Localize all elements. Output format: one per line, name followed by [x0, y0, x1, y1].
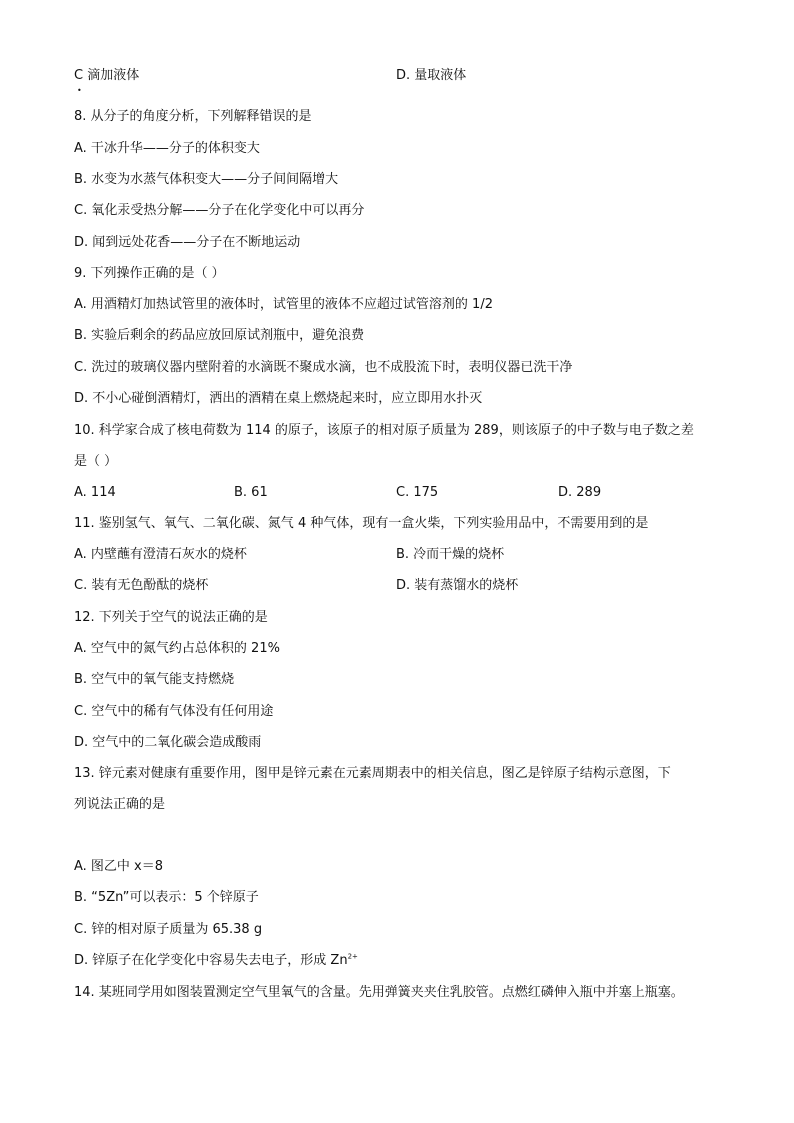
q11-option-d: D. 装有蒸馏水的烧杯: [396, 578, 519, 593]
q11-stem: 11. 鉴别氢气、氧气、二氧化碳、氮气 4 种气体，现有一盒火柴，下列实验用品中，不需要用到的是: [74, 516, 649, 531]
q8-option-c: C. 氧化汞受热分解——分子在化学变化中可以再分: [74, 203, 365, 218]
q12-option-b: B. 空气中的氧气能支持燃烧: [74, 672, 235, 687]
q8-option-d: D. 闻到远处花香——分子在不断地运动: [74, 235, 301, 250]
q13-option-d-text: D. 锌原子在化学变化中容易失去电子，形成 Zn: [74, 953, 348, 968]
q9-stem: 9. 下列操作正确的是（ ）: [74, 266, 225, 281]
q10-option-a: A. 114: [74, 485, 116, 500]
q7-option-d: D. 量取液体: [396, 68, 467, 83]
option-marker-dot: •: [77, 86, 82, 95]
q10-stem-line2: 是（ ）: [74, 454, 118, 469]
q13-option-c: C. 锌的相对原子质量为 65.38 g: [74, 922, 263, 937]
q12-option-d: D. 空气中的二氧化碳会造成酸雨: [74, 735, 262, 750]
q8-option-b: B. 水变为水蒸气体积变大——分子间间隔增大: [74, 172, 339, 187]
q10-option-c: C. 175: [396, 485, 439, 500]
q14-stem: 14. 某班同学用如图装置测定空气里氧气的含量。先用弹簧夹夹住乳胶管。点燃红磷伸入瓶中并塞上瓶塞。: [74, 985, 684, 1000]
q12-option-c: C. 空气中的稀有气体没有任何用途: [74, 704, 274, 719]
q8-stem: 8. 从分子的角度分析，下列解释错误的是: [74, 109, 312, 124]
q10-stem-line1: 10. 科学家合成了核电荷数为 114 的原子，该原子的相对原子质量为 289，则该原子的中子数与电子数之差: [74, 423, 694, 438]
q9-option-d: D. 不小心碰倒酒精灯，洒出的酒精在桌上燃烧起来时，应立即用水扑灭: [74, 391, 483, 406]
q11-option-a: A. 内壁蘸有澄清石灰水的烧杯: [74, 547, 247, 562]
q9-option-c: C. 洗过的玻璃仪器内壁附着的水滴既不聚成水滴，也不成股流下时，表明仪器已洗干净: [74, 360, 573, 375]
q11-option-b: B. 冷而干燥的烧杯: [396, 547, 505, 562]
q9-option-b: B. 实验后剩余的药品应放回原试剂瓶中，避免浪费: [74, 328, 365, 343]
q13-option-b: B. “5Zn”可以表示：5 个锌原子: [74, 890, 259, 905]
q10-option-d: D. 289: [558, 485, 602, 500]
q13-option-d: [74, 953, 358, 969]
q10-option-b: B. 61: [234, 485, 268, 500]
q13-stem-line1: 13. 锌元素对健康有重要作用，图甲是锌元素在元素周期表中的相关信息，图乙是锌原子结构示意图，下: [74, 766, 671, 781]
q7-option-c: C 滴加液体: [74, 68, 140, 83]
q11-option-c: C. 装有无色酚酞的烧杯: [74, 578, 209, 593]
q8-option-a: A. 干冰升华——分子的体积变大: [74, 141, 260, 156]
q13-option-a: A. 图乙中 x＝8: [74, 859, 164, 874]
zinc-ion-charge: 2+: [347, 952, 358, 961]
q12-option-a: A. 空气中的氮气约占总体积的 21%: [74, 641, 280, 656]
q9-option-a: A. 用酒精灯加热试管里的液体时，试管里的液体不应超过试管溶剂的 1/2: [74, 297, 493, 312]
q13-stem-line2: 列说法正确的是: [74, 797, 166, 812]
q12-stem: 12. 下列关于空气的说法正确的是: [74, 610, 268, 625]
